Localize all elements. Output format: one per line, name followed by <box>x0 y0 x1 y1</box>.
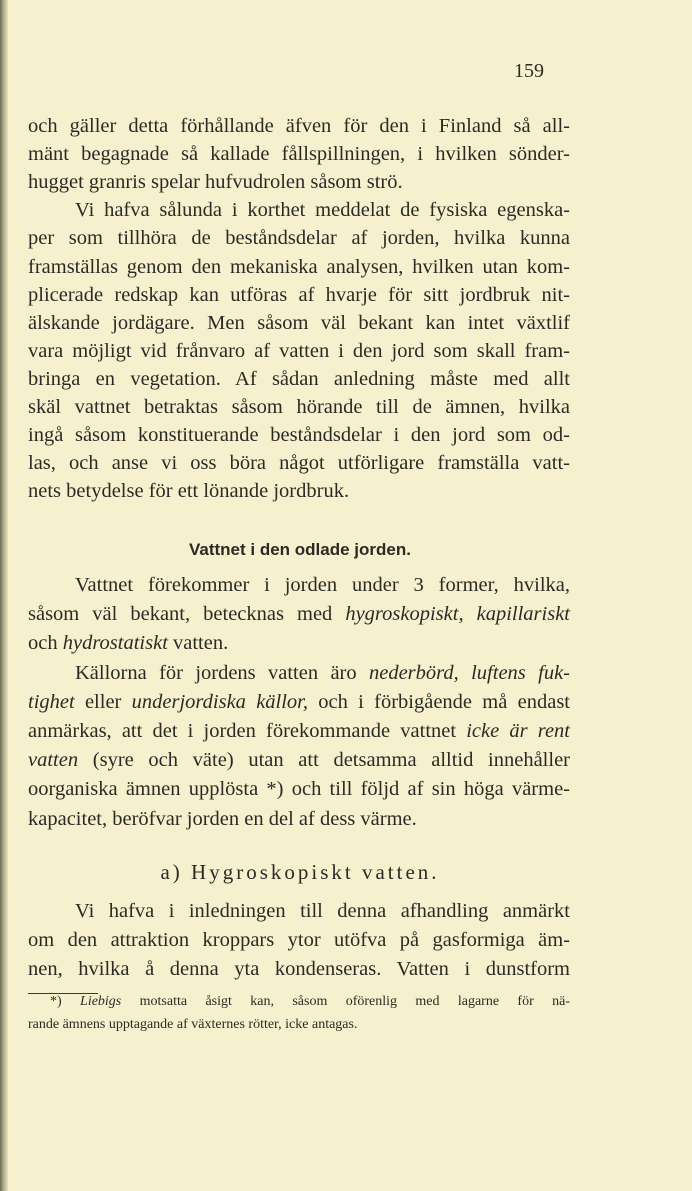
text-segment: plicerade redskap kan utföras af hvarje för sitt jordbruk nit- <box>28 283 570 306</box>
text-segment: och i förbigående må endast <box>308 690 570 713</box>
text-segment: anmärkas, att det i jorden förekommande vattnet <box>28 720 467 742</box>
text-line <box>28 253 570 281</box>
text-segment: nen, hvilka å denna yta kondenseras. Vatten i dunstform <box>28 958 570 980</box>
text-segment: om den attraktion kroppars ytor utöfva på gasformiga äm- <box>28 929 570 951</box>
page-number: 159 <box>514 60 544 82</box>
text-segment: Vi hafva sålunda i korthet meddelat de fysiska egenska- <box>75 199 570 222</box>
text-line <box>75 659 570 687</box>
text-segment: oorganiska ämnen upplösta *) och till följd af sin höga värme- <box>28 778 570 801</box>
section-heading: Vattnet i den odlade jorden. <box>189 540 411 559</box>
text-segment: motsatta åsigt kan, såsom oförenlig med lagarne för nä- <box>121 994 570 1009</box>
text-segment: rande ämnens upptagande af växternes rötter, icke antagas. <box>28 1017 358 1032</box>
text-segment: ingå såsom konstituerande beståndsdelar i den jord som od- <box>28 424 570 447</box>
text-segment: vara möjligt vid frånvaro af vatten i den jord som skall fram- <box>28 339 570 362</box>
text-line <box>28 1014 570 1036</box>
text-line <box>28 629 570 657</box>
text-line <box>28 449 570 477</box>
italic-text: hydrostatiskt <box>62 632 168 655</box>
text-segment: och <box>28 632 63 655</box>
italic-text: underjordiska källor, <box>131 690 309 713</box>
text-line <box>28 775 570 803</box>
text-segment: Vi hafva i inledningen till denna afhandling anmärkt <box>75 900 570 922</box>
text-segment: framställas genom den mekaniska analysen, hvilken utan kom- <box>28 255 570 278</box>
text-line <box>28 477 570 505</box>
text-line <box>28 365 570 393</box>
text-segment: per som tillhöra de beståndsdelar af jorden, hvilka kunna <box>28 227 570 250</box>
text-segment: bringa en vegetation. Af sådan anledning måste med allt <box>28 367 570 390</box>
text-segment: eller <box>74 690 132 713</box>
italic-text: Liebigs <box>80 994 122 1009</box>
text-segment: kapacitet, beröfvar jorden en del af dess värme. <box>28 807 417 830</box>
italic-text: luftens fuk- <box>471 661 570 684</box>
text-segment: Källorna för jordens vatten äro <box>75 661 369 684</box>
text-segment <box>464 603 477 625</box>
italic-text: hygroskopiskt, <box>345 603 464 626</box>
text-segment: (syre och väte) utan att detsamma alltid innehåller <box>78 749 570 772</box>
text-segment: skäl vattnet betraktas såsom hörande till de ämnen, hvilka <box>28 396 570 418</box>
text-segment: såsom väl bekant, betecknas med <box>28 603 346 626</box>
text-segment: Vattnet förekommer i jorden under 3 former, hvilka, <box>75 574 570 596</box>
text-line <box>75 196 570 224</box>
text-line <box>28 224 570 252</box>
subsection-heading: a) Hygroskopiskt vatten. <box>160 860 440 884</box>
text-line <box>28 600 570 628</box>
text-line <box>28 112 570 140</box>
text-line <box>28 309 570 337</box>
text-line <box>50 991 570 1013</box>
text-line <box>28 393 570 421</box>
italic-text: icke är rent <box>466 720 571 742</box>
text-line <box>28 688 570 716</box>
book-binding-edge <box>0 0 8 1191</box>
italic-text: vatten <box>28 749 79 772</box>
text-line <box>28 746 570 774</box>
text-line <box>75 571 570 599</box>
italic-text: tighet <box>28 690 75 713</box>
text-segment: *) <box>50 994 81 1009</box>
text-segment: vatten. <box>167 632 229 655</box>
text-line <box>28 717 570 745</box>
text-segment: älskande jordägare. Men såsom väl bekant kan intet växtlif <box>28 311 570 334</box>
text-line <box>28 168 570 196</box>
text-segment: och gäller detta förhållande äfven för den i Finland så all- <box>28 115 570 137</box>
text-segment: las, och anse vi oss böra något utförligare framställa vatt- <box>28 452 570 475</box>
text-line <box>75 897 570 925</box>
text-line <box>28 421 570 449</box>
text-line <box>28 140 570 168</box>
text-segment: hugget granris spelar hufvudrolen såsom strö. <box>28 171 403 194</box>
text-line <box>28 805 570 833</box>
italic-text: nederbörd, <box>368 661 459 684</box>
text-line <box>28 926 570 954</box>
text-line <box>28 337 570 365</box>
text-line <box>28 281 570 309</box>
text-segment <box>459 662 471 684</box>
text-line <box>28 955 570 983</box>
text-segment: mänt begagnade så kallade fållspillningen, i hvilken sönder- <box>28 143 570 166</box>
text-segment: nets betydelse för ett lönande jordbruk. <box>28 480 350 503</box>
italic-text: kapillariskt <box>476 603 570 626</box>
